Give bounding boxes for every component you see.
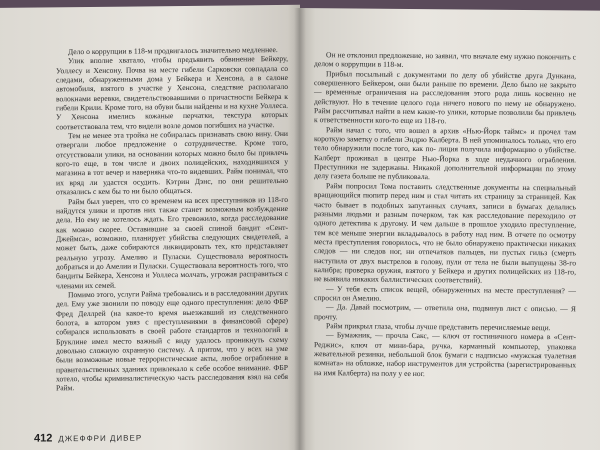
right-paragraph: Райм попросил Тома поставить следственные документы на специальный вращающийся пюпитр перед ним и стал читать их страницу за страницей. Как часто бывает в подобных запутанных случаях, записи в бумагах делались разными людьми и разным почерком, так как расследование переходило от одного детектива к другому. И чем дальше в прошлое уходило преступление, тем все меньше энергии вкладывалось в работу над ним. В отчете по осмотру места преступления говорилось, что не было обнаружено практически никаких следов — ни следов ног, ни отпечатков пальцев, ни пустых гильз (смерть наступила от двух выстрелов в голову, пули от тела не были выпущены 38-го калибра; проверка оружия, взятого у Бейкера и других полицейских из 118-го, не выявила никаких баллистических соответствий).	[314, 181, 576, 285]
page-footer	[34, 433, 142, 443]
right-paragraph: Райм прикрыл глаза, чтобы лучше представить перечисляемые вещи.	[326, 321, 551, 333]
left-paragraph: Тем не менее эта тройка не собиралась признавать свою вину. Они отвергали любое предложение о сотрудничестве. Кроме того, отсутствовали улики, на основании которых можно было бы привлечь кого-то еще, в том числе и двоих полицейских, находившихся у магазина в тот вечер и наверняка что-то видевших. Райм понимал, что их вряд ли удастся осудить. Кэтрин Дэнс, по они решительно отказались с кем бы то ни было общаться.	[56, 129, 288, 197]
left-paragraph: Райм был уверен, что со временем на всех преступников из 118-го найдутся улики и против них также станет возможным возбуждение дела. Но ему не хотелось ждать. Его тревожило, когда расследование как можно скорее. Оставившие за своей спиной бандит «Сент-Джеймса», возможно, планирует убийства следующих свидетелей, а может быть, даже собираются ликвидировать тех, кто представляет реальную угрозу. Амелию и Пуласки. Существовала вероятность добраться и до Амелии и Пуласки. Существовала вероятность того, что бандиты Бейкера, Хенсона и Уоллеса молчать, угрожая расправиться с членами их семей.	[56, 194, 288, 290]
open-book-spread	[0, 8, 600, 450]
right-paragraph: — Да. Давай посмотрим, — ответила она, подвинув лист с описью. — Я прочту.	[314, 302, 576, 321]
right-paragraph: — Бумажник, — прочла Сакс, — ключ от гостиничного номера в «Сент-Реджис», ключ от мини-бара, ручка, карманный компьютер, упаковка жевательной резинки, небольшой блок бумаги с надписью «мужская туалетная комната» на обложке, набор инструментов для устройства (зарегистрированных на имя Калберта) на полу у ее ног.	[314, 330, 576, 378]
page-number: 412	[34, 432, 53, 445]
left-paragraph: Улик вполне хватало, чтобы предъявить обвинение Бейкеру, Уоллесу и Хенсону. Почва на месте гибели Сарковски совпадала со следами, обнаруженными дома у Бейкера и Хенсона, а в салоне автомобиля, взятого в участке у Хенсона, следствие располагало волокнами веревки, свидетельствовавшими о причастности Бейкера к гибели Крили. Кроме того, на обуви были найдены и на кухне Уоллеса. У Хенсона имелись кожаные перчатки, текстура которых соответствовала тем, что видели возле домов погибших на участке.	[56, 54, 288, 132]
right-paragraph: Он не отклонил предложение, но заявил, что вначале ему нужно покончить с делом о коррупции в 118-м.	[314, 50, 576, 70]
running-head-author: ДЖЕФФРИ ДИВЕР	[58, 433, 143, 443]
right-paragraph: Райм начал с того, что вошел в архив «Нью-Йорк таймс» и прочел там короткую заметку о гибели Эндрю Калберта. В ней упоминалось только, что его тело обнаружили после того, как по- лиция получила информацию о убийстве. Калберт проживал в центре Нью-Йорка в ходе неудачного ограбления. Преступники не задержаны. Никакой дополнительной информации по этому делу газета больше не публиковала.	[314, 124, 576, 182]
right-paragraph: Прибыл посыльный с документами по делу об убийстве друга Дункана, совершенного Бейкером, они были раньше по времени. Дело было не закрыто — временные ограничения на расследования этого рода лишь косвенно не действуют. Но в течение целого года ничего нового по нему не обнаружено. Райм рассчитывал найти в нем какие-то улики, которые позволили бы привлечь к ответственности кого-то еще из 118-го.	[314, 68, 576, 126]
left-page	[0, 5, 300, 450]
right-page	[300, 8, 600, 450]
left-paragraph: Помимо этого, услуги Райма требовались и в расследовании других дел. Ему уже звонили по поводу еще одного преступления: дело ФБР Фред Деллрей (на какое-то время выезжавший из следственного болота, в котором увяз с преступлениями в финансовой сфере) собирался использовать в своей работе стандартов и технологий в Бруклине имел место важный с виду удалось проникнуть схему довольно сложную охранную систему. А притом, что у всех на уме были возможные новые террористические акты, любое ограбление в правительственных зданиях привлекало к себе особое внимание. ФБР хотело, чтобы криминалистическую часть расследования взял на себя Райм.	[56, 287, 288, 393]
right-paragraph: — У тебя есть список вещей, обнаруженных на месте преступления? — спросил он Амелию.	[314, 283, 576, 303]
left-paragraph: Дело о коррупции в 118-м продвигалось значительно медленнее.	[68, 45, 278, 57]
